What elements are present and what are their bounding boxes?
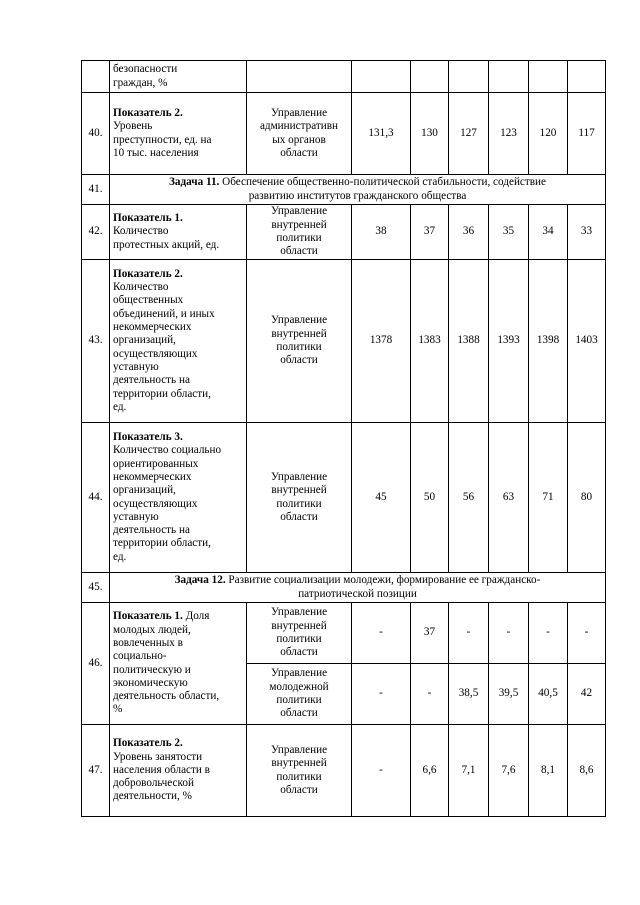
cell-line: политики — [276, 341, 322, 353]
cell-line: политики — [276, 770, 322, 783]
cell-line: социально- — [113, 650, 167, 663]
cell-line: некоммерческих — [113, 321, 192, 334]
cell-line: области — [280, 354, 318, 367]
cell-line: Уровень — [113, 120, 153, 133]
cell-line: области — [280, 646, 318, 659]
cell-line: Уровень занятости — [113, 750, 203, 763]
value-cell: 1398 — [529, 260, 568, 423]
cell-line: политики — [276, 633, 322, 645]
row-number: 47. — [82, 725, 110, 817]
value-cell: 7,1 — [449, 725, 489, 817]
department-cell — [247, 93, 352, 175]
value-cell: 1403 — [568, 260, 606, 423]
table-row — [82, 725, 606, 817]
value-cell: 8,1 — [529, 725, 568, 817]
table-row — [82, 423, 606, 573]
value-cell: 117 — [568, 93, 606, 175]
value-cell — [449, 61, 489, 93]
indicator-label-rest: Доля — [182, 610, 210, 623]
row-number: 43. — [82, 260, 110, 423]
indicator-name — [110, 725, 247, 817]
value-cell: - — [352, 603, 411, 664]
cell-line: политики — [276, 497, 322, 510]
task-text: патриотической позиции — [298, 587, 417, 600]
cell-line: добровольческой — [113, 777, 194, 790]
task-line — [113, 190, 602, 203]
cell-line: территории области, — [113, 537, 211, 550]
value-cell: 50 — [411, 423, 449, 573]
value-cell: 37 — [411, 603, 449, 664]
value-cell: 130 — [411, 93, 449, 175]
cell-line: Управление — [270, 743, 328, 756]
cell-line: области — [280, 510, 318, 523]
cell-line: ед. — [113, 550, 127, 563]
task-text: Развитие социализации молодежи, формирование ее гражданско- — [228, 574, 541, 587]
cell-line: области — [280, 707, 318, 720]
value-cell: 63 — [489, 423, 529, 573]
indicator-name — [110, 205, 247, 260]
cell-line: уставную — [113, 360, 159, 373]
cell-line: территории области, — [113, 387, 211, 400]
cell-line: деятельность области, — [113, 690, 220, 703]
value-cell: 71 — [529, 423, 568, 573]
value-cell: 38 — [352, 205, 411, 260]
indicator-label: Показатель 2. — [113, 106, 183, 119]
value-cell: 80 — [568, 423, 606, 573]
indicator-label: Показатель 2. — [113, 737, 183, 750]
indicator-heading — [113, 610, 243, 623]
cell-line: внутренней — [271, 619, 327, 632]
indicator-name — [110, 61, 247, 93]
cell-line: деятельности, % — [113, 790, 192, 803]
row-number: 44. — [82, 423, 110, 573]
value-cell: 35 — [489, 205, 529, 260]
department-cell — [247, 725, 352, 817]
cell-line: вовлеченных в — [113, 636, 183, 649]
value-cell: 1388 — [449, 260, 489, 423]
value-cell: 8,6 — [568, 725, 606, 817]
value-cell: - — [352, 725, 411, 817]
cell-line: внутренней — [271, 484, 327, 497]
cell-line: населения области в — [113, 763, 210, 776]
cell-line: ориентированных — [113, 457, 199, 470]
row-number — [82, 61, 110, 93]
value-cell: - — [449, 603, 489, 664]
department-cell — [247, 61, 352, 93]
cell-line: административн — [259, 120, 339, 133]
value-cell — [529, 61, 568, 93]
cell-line: организаций, — [113, 484, 176, 497]
indicator-name — [110, 260, 247, 423]
cell-line: преступности, ед. на — [113, 133, 212, 146]
cell-line: Количество — [113, 281, 169, 294]
cell-line: Управление — [270, 106, 328, 119]
task-row — [82, 175, 606, 205]
cell-line: уставную — [113, 510, 159, 523]
row-number: 40. — [82, 93, 110, 175]
task-label: Задача 12. — [174, 574, 226, 587]
cell-line: Управление — [270, 470, 328, 483]
cell-line: Управление — [270, 667, 328, 680]
cell-line: 10 тыс. населения — [113, 146, 199, 159]
cell-line: области — [280, 146, 318, 159]
cell-line: ых органов — [272, 133, 326, 146]
cell-line: Управление — [270, 606, 328, 619]
table-row — [82, 260, 606, 423]
cell-line: организаций, — [113, 334, 176, 347]
value-cell: 37 — [411, 205, 449, 260]
cell-line: деятельность на — [113, 524, 190, 537]
table-row — [82, 93, 606, 175]
cell-line: внутренней — [271, 218, 327, 231]
value-cell: 6,6 — [411, 725, 449, 817]
value-cell: 120 — [529, 93, 568, 175]
value-cell — [411, 61, 449, 93]
value-cell: 56 — [449, 423, 489, 573]
indicator-name — [110, 423, 247, 573]
indicator-name — [110, 603, 247, 725]
value-cell: 1383 — [411, 260, 449, 423]
cell-line: осуществляющих — [113, 497, 198, 510]
cell-line: области — [280, 783, 318, 796]
indicator-label: Показатель 1. — [113, 212, 183, 225]
table-row — [82, 603, 606, 664]
cell-line: граждан, % — [113, 76, 168, 89]
value-cell: - — [529, 603, 568, 664]
value-cell: 123 — [489, 93, 529, 175]
value-cell: - — [352, 664, 411, 725]
cell-line: % — [113, 703, 123, 716]
value-cell: 42 — [568, 664, 606, 725]
value-cell: 131,3 — [352, 93, 411, 175]
value-cell: 38,5 — [449, 664, 489, 725]
value-cell — [568, 61, 606, 93]
cell-line: осуществляющих — [113, 347, 198, 360]
cell-line: молодежной — [269, 680, 329, 693]
department-cell — [247, 664, 352, 725]
cell-line: Количество — [113, 225, 169, 238]
cell-line: объединений, и иных — [113, 307, 215, 320]
value-cell — [352, 61, 411, 93]
value-cell: 33 — [568, 205, 606, 260]
department-cell — [247, 205, 352, 260]
value-cell: - — [489, 603, 529, 664]
row-number: 41. — [82, 175, 110, 205]
task-cell — [110, 175, 606, 205]
cell-line: молодых людей, — [113, 623, 191, 636]
row-number: 45. — [82, 573, 110, 603]
indicator-label: Показатель 2. — [113, 267, 183, 280]
value-cell: - — [411, 664, 449, 725]
task-row — [82, 573, 606, 603]
value-cell: 1393 — [489, 260, 529, 423]
task-line — [113, 176, 602, 189]
cell-line: внутренней — [271, 757, 327, 770]
value-cell: 45 — [352, 423, 411, 573]
value-cell: 39,5 — [489, 664, 529, 725]
task-text: Обеспечение общественно-политической стабильности, содействие — [222, 176, 547, 189]
value-cell: - — [568, 603, 606, 664]
value-cell — [489, 61, 529, 93]
value-cell: 34 — [529, 205, 568, 260]
cell-line: протестных акций, ед. — [113, 238, 220, 251]
cell-line: общественных — [113, 294, 184, 307]
indicator-name — [110, 93, 247, 175]
cell-line: Количество социально — [113, 444, 222, 457]
row-number: 46. — [82, 603, 110, 725]
value-cell: 36 — [449, 205, 489, 260]
department-cell — [247, 260, 352, 423]
cell-line: ед. — [113, 400, 127, 413]
value-cell: 1378 — [352, 260, 411, 423]
table-row — [82, 205, 606, 260]
task-line — [113, 574, 602, 587]
cell-line: деятельность на — [113, 374, 190, 387]
cell-line: области — [280, 245, 318, 258]
indicators-table — [81, 60, 606, 817]
cell-line: безопасности — [113, 63, 178, 76]
task-label: Задача 11. — [168, 176, 220, 189]
table-row — [82, 61, 606, 93]
cell-line: экономическую — [113, 676, 188, 689]
cell-line: Управление — [270, 314, 328, 327]
row-number: 42. — [82, 205, 110, 260]
task-line — [113, 588, 602, 601]
cell-line: внутренней — [271, 327, 327, 340]
cell-line: политики — [276, 232, 322, 244]
cell-line: некоммерческих — [113, 470, 192, 483]
cell-line: политическую и — [113, 663, 191, 676]
indicator-label: Показатель 1. — [113, 610, 183, 623]
department-cell — [247, 603, 352, 664]
value-cell: 7,6 — [489, 725, 529, 817]
department-cell — [247, 423, 352, 573]
value-cell: 127 — [449, 93, 489, 175]
cell-line: политики — [276, 694, 322, 706]
task-cell — [110, 573, 606, 603]
indicator-label: Показатель 3. — [113, 431, 183, 444]
task-text: развитию институтов гражданского общества — [248, 189, 467, 202]
value-cell: 40,5 — [529, 664, 568, 725]
cell-line: Управление — [270, 205, 328, 218]
